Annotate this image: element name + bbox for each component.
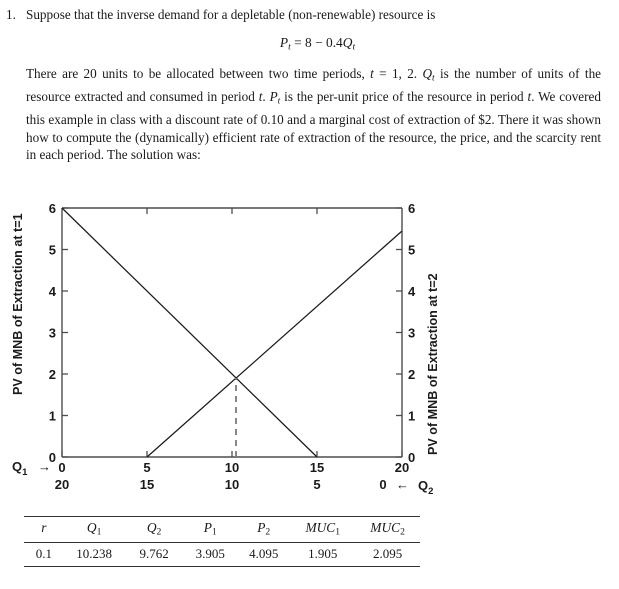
- mnb-extraction-chart: [0, 190, 619, 497]
- left-tick-label-1: 1: [48, 408, 56, 424]
- header-r-base: r: [41, 520, 47, 535]
- header-p1-base: P: [203, 520, 212, 535]
- header-q2-sub: 2: [156, 526, 162, 538]
- table-header-row: [24, 517, 420, 543]
- bottom-q2-label-20: 20: [54, 477, 70, 492]
- bottom-primary-tick-labels: [58, 460, 409, 475]
- solution-table: [24, 516, 420, 567]
- formula-minus: −: [315, 35, 323, 50]
- bottom-q2-label-5: 5: [313, 477, 321, 492]
- plot-frame: [62, 208, 402, 457]
- bottom-q2-label-10: 10: [224, 477, 240, 492]
- header-muc1-sub: 1: [335, 526, 341, 538]
- chart-svg: [0, 190, 619, 497]
- formula-equals: =: [294, 35, 302, 50]
- question-paragraph: There are 20 units to be allocated between two time periods, t = 1, 2. $Q_t$ is the number of units of the resource extracted and consumed in period t. $P_t$ is the per-unit price of the resource in period t. We covered this example in class with a discount rate of 0.10 and a marginal cost of extraction of $2. There it was shown how to compute the (dynamically) efficient rate of extraction of the resource, the price, and the scarcity rent in each period. The solution was:: [26, 65, 602, 163]
- left-tick-label-0: 0: [48, 450, 56, 465]
- question-number: 1.: [6, 7, 16, 22]
- header-q2-base: Q: [146, 520, 157, 535]
- q2-label: $Q_2$: [418, 478, 434, 497]
- header-cell-muc1: [290, 517, 355, 543]
- header-cell-q2: [125, 517, 184, 543]
- cell-r: 0.1: [24, 542, 64, 566]
- right-tick-label-6: 6: [408, 201, 416, 216]
- bottom-q2-label-15: 15: [139, 477, 155, 492]
- right-tick-label-5: 5: [408, 242, 416, 258]
- bottom-q1-label-15: 15: [309, 460, 325, 475]
- header-muc2-base: MUC: [370, 520, 401, 535]
- bottom-axis-ticks: [62, 451, 402, 457]
- header-cell-r: [24, 517, 64, 543]
- right-axis-title: PV of MNB of Extraction at t=2: [426, 273, 440, 455]
- bottom-q1-label-5: 5: [143, 460, 151, 475]
- formula-rhs-var: Q: [342, 35, 353, 50]
- header-cell-p1: [184, 517, 237, 543]
- header-cell-muc2: [355, 517, 420, 543]
- cell-p2: 4.095: [237, 542, 290, 566]
- right-tick-label-1: 1: [408, 408, 416, 424]
- left-tick-label-6: 6: [48, 201, 56, 216]
- solution-table-head: [24, 517, 420, 543]
- header-q1-base: Q: [86, 520, 97, 535]
- formula-rhs-sub: t: [352, 41, 356, 53]
- left-axis-ticks: [62, 208, 68, 457]
- header-cell-q1: [64, 517, 125, 543]
- right-tick-label-2: 2: [408, 367, 416, 382]
- bottom-q1-label-0: 0: [58, 460, 66, 475]
- question-body: [26, 6, 609, 164]
- question-intro-text: Suppose that the inverse demand for a depletable (non-renewable) resource is: [26, 7, 436, 22]
- q1-axis-annotation: [12, 459, 51, 478]
- right-tick-label-3: 3: [408, 325, 416, 341]
- header-cell-p2: [237, 517, 290, 543]
- left-tick-label-2: 2: [48, 367, 56, 382]
- header-p1-sub: 1: [211, 526, 217, 538]
- right-axis-tick-labels: [408, 201, 416, 465]
- bottom-q1-label-10: 10: [224, 460, 240, 475]
- series-mnb-t2-line: [147, 231, 402, 457]
- q2-axis-annotation: [396, 477, 433, 497]
- right-tick-label-4: 4: [408, 284, 416, 299]
- left-tick-label-5: 5: [48, 242, 56, 258]
- solution-table-body: [24, 542, 420, 566]
- right-tick-label-0: 0: [408, 450, 416, 465]
- table-row: [24, 542, 420, 566]
- cell-q2: 9.762: [125, 542, 184, 566]
- cell-muc1: 1.905: [290, 542, 355, 566]
- left-tick-label-4: 4: [48, 284, 56, 299]
- left-tick-label-3: 3: [48, 325, 56, 341]
- header-muc1-base: MUC: [305, 520, 336, 535]
- left-axis-tick-labels: [49, 201, 57, 465]
- header-muc2-sub: 2: [400, 526, 405, 538]
- header-q1-sub: 1: [96, 526, 102, 538]
- right-axis-ticks: [396, 208, 402, 457]
- question-row: [0, 0, 619, 164]
- bottom-secondary-tick-labels: [55, 477, 387, 492]
- cell-p1: 3.905: [184, 542, 237, 566]
- left-axis-title: PV of MNB of Extraction at t=1: [11, 213, 25, 395]
- cell-muc2: 2.095: [355, 542, 420, 566]
- header-p2-sub: 2: [265, 526, 271, 538]
- cell-q1: 10.238: [64, 542, 125, 566]
- formula-coefficient: 0.4: [326, 35, 343, 50]
- formula-lhs-var: P: [279, 35, 289, 50]
- problem-statement: [0, 0, 619, 164]
- q1-arrow-icon: →: [38, 459, 51, 474]
- formula-lhs-sub: t: [288, 41, 291, 53]
- bottom-q1-label-20: 20: [394, 460, 410, 475]
- header-p2-base: P: [257, 520, 266, 535]
- formula-const: 8: [305, 35, 312, 50]
- top-axis-ticks: [147, 208, 317, 214]
- bottom-q2-label-0: 0: [379, 477, 387, 492]
- inverse-demand-formula: [26, 35, 609, 53]
- q2-arrow-icon: ←: [396, 477, 409, 492]
- q1-label: $Q_1$: [12, 459, 28, 478]
